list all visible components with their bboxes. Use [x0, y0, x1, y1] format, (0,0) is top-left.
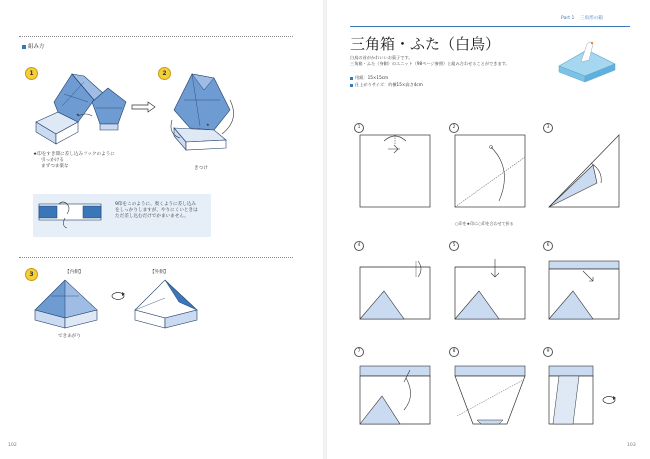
step2-caption: きつけ — [194, 166, 208, 171]
step-number-8 — [449, 347, 459, 357]
spec-size — [350, 81, 423, 88]
step-number-8-label: 8 — [452, 349, 456, 354]
step-number-2 — [449, 123, 459, 133]
right-page-number: 103 — [627, 443, 636, 448]
fold-step-2-caption: ○印を★印に○印を合わせて折る — [455, 221, 514, 226]
step-number-2-label: 2 — [452, 125, 456, 130]
step3-inside-illustration — [33, 278, 99, 330]
step-number-5 — [449, 241, 459, 251]
step-number-9 — [543, 347, 553, 357]
step-number-1 — [354, 123, 364, 133]
square-bullet-icon — [350, 77, 353, 80]
step-number-5-label: 5 — [452, 243, 456, 248]
section-title: 組み方 — [28, 44, 45, 50]
note-line-3: ただ差し込むだけでかまいません。 — [115, 214, 189, 220]
right-page — [327, 0, 650, 459]
note-illustration — [37, 200, 107, 230]
section-divider-top — [19, 36, 293, 37]
fold-step-4-diagram — [360, 257, 430, 319]
fold-step-5-diagram — [455, 257, 525, 319]
header-part: Part 1 — [561, 16, 575, 21]
outside-view-label: 【外側】 — [150, 270, 169, 275]
intro-line-1: 白鳥の首がかわいいお菓子です。 — [350, 55, 413, 60]
spec-paper-text: 用紙：15×15cm — [355, 75, 389, 80]
step1-caption-line-3: まずつま楽な — [41, 164, 69, 170]
note-line-2: をしっかりしますが、やりにくいときは — [115, 208, 198, 214]
step-number-7 — [354, 347, 364, 357]
spec-size-text: 仕上がりサイズ：約横15×高さ4cm — [355, 82, 423, 87]
done-label: できあがり — [58, 334, 81, 339]
note-line-1: 9印をこのように、奥くように差し込み — [115, 202, 197, 207]
note-text — [115, 202, 198, 221]
page-title: 三角箱・ふた（白鳥） — [350, 35, 501, 53]
section-heading — [22, 44, 45, 50]
step1-caption-line-2: 引っかける — [41, 158, 64, 164]
step-number-9-label: 9 — [546, 349, 550, 354]
svg-text:★: ★ — [76, 112, 80, 117]
fold-step-6-diagram — [549, 257, 619, 319]
spec-paper — [350, 74, 423, 81]
step-number-4-label: 4 — [357, 243, 361, 248]
finished-box-photo — [557, 40, 617, 84]
step-number-7-label: 7 — [357, 349, 361, 354]
inside-view-label: 【内側】 — [65, 270, 84, 275]
fold-step-7-diagram — [360, 362, 430, 426]
running-header — [561, 16, 603, 22]
step-number-3 — [543, 123, 553, 133]
step1-caption — [33, 152, 115, 171]
square-bullet-icon — [350, 84, 353, 87]
left-page-number: 102 — [8, 443, 17, 448]
fold-step-9-diagram — [549, 362, 619, 426]
step-badge-3-label: 3 — [29, 271, 34, 278]
section-divider-bottom — [19, 257, 293, 258]
step-badge-2-label: 2 — [162, 70, 167, 77]
step1-caption-line-1: ★印をすき間に差し込みフックのように — [33, 152, 115, 157]
fold-step-3-diagram — [549, 135, 619, 207]
step-number-1-label: 1 — [357, 125, 361, 130]
header-title: 三角形の箱 — [579, 16, 603, 21]
specs-list — [350, 74, 423, 88]
step-number-4 — [354, 241, 364, 251]
step3-outside-illustration — [133, 278, 199, 330]
next-step-arrow-icon — [132, 102, 156, 112]
title-rule — [350, 26, 630, 27]
fold-step-8-diagram — [455, 362, 525, 426]
square-bullet-icon — [22, 45, 26, 49]
note-box — [33, 194, 211, 237]
step2-illustration — [170, 70, 250, 162]
intro-text — [350, 55, 510, 67]
step1-illustration — [34, 72, 129, 152]
step-number-3-label: 3 — [546, 125, 550, 130]
intro-line-2: 三角箱・ふた（身側）のユニット（98ページ参照）と組み合わせることができます。 — [350, 61, 510, 66]
fold-step-1-diagram — [360, 135, 430, 207]
left-page — [0, 0, 323, 459]
fold-step-2-diagram — [455, 135, 525, 207]
step-badge-1-label: 1 — [29, 70, 34, 77]
rotate-view-icon — [110, 291, 126, 301]
svg-text:★: ★ — [206, 122, 210, 127]
step-number-6 — [543, 241, 553, 251]
step-number-6-label: 6 — [546, 243, 550, 248]
